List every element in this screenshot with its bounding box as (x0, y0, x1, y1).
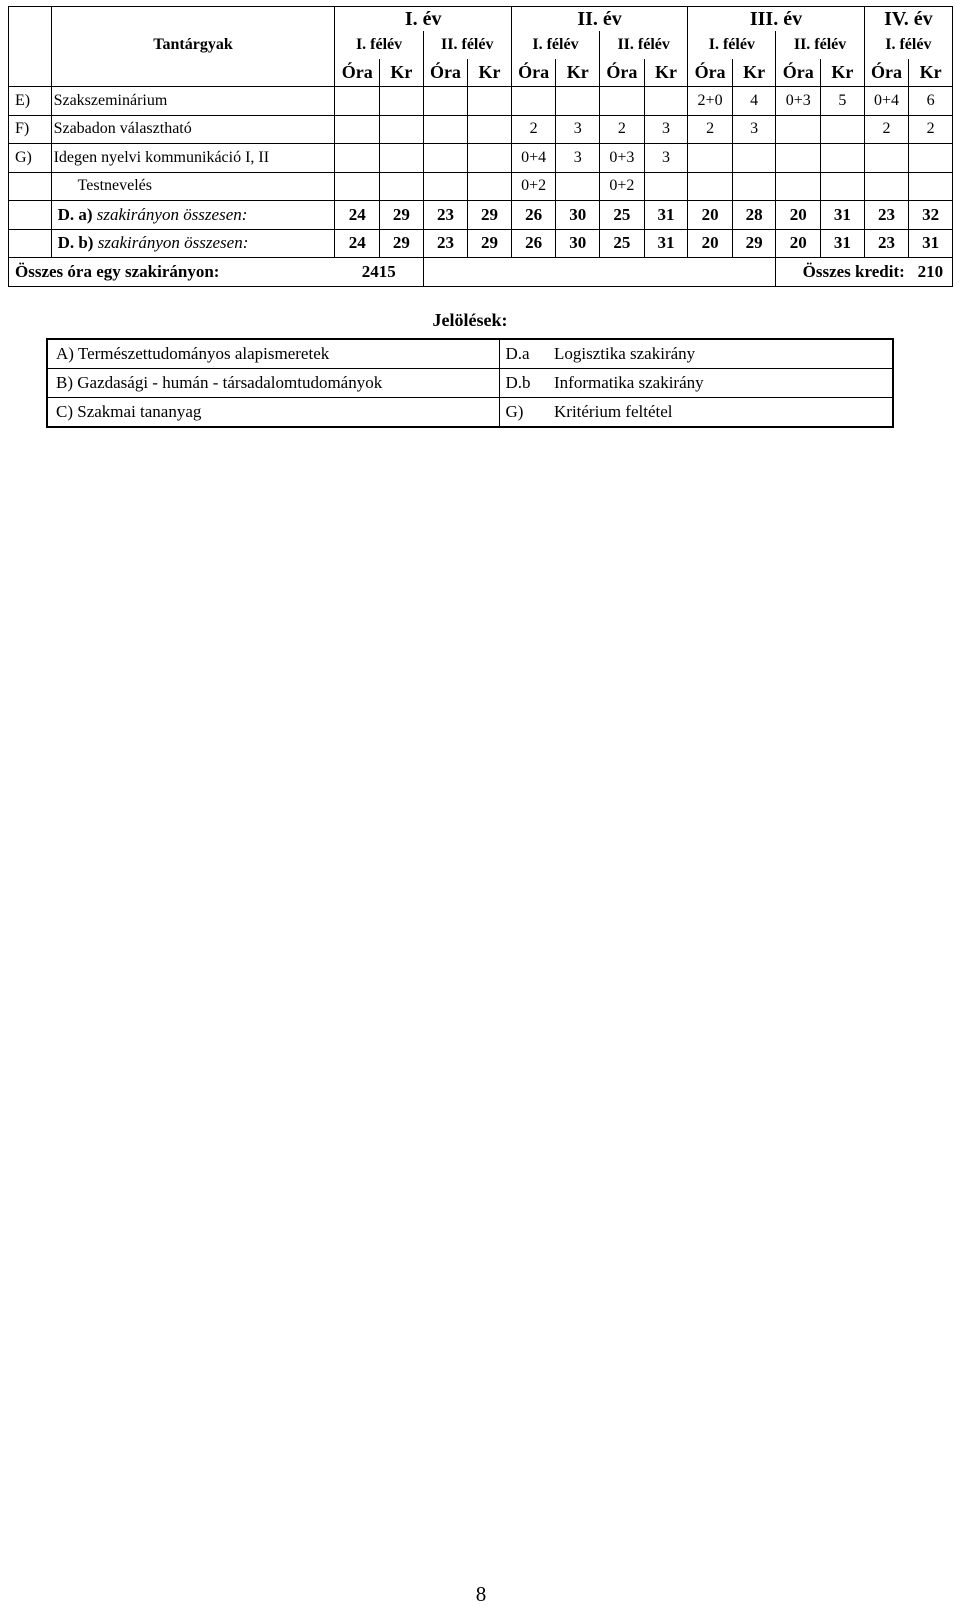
curriculum-table (8, 6, 953, 287)
sum-value-cell: 29 (732, 229, 776, 258)
sum-value-cell: 29 (380, 229, 424, 258)
sum-value-cell: 24 (335, 229, 380, 258)
value-cell (556, 87, 600, 116)
sum-value-cell: 25 (600, 229, 645, 258)
value-cell (909, 172, 953, 201)
sum-value-cell: 24 (335, 201, 380, 230)
legend-row (47, 369, 893, 398)
sum-value-cell: 30 (556, 201, 600, 230)
value-cell: 3 (556, 115, 600, 144)
sum-value-cell: 31 (821, 201, 865, 230)
value-cell (556, 172, 600, 201)
value-cell: 3 (644, 115, 688, 144)
legend-code: D.b (499, 369, 554, 398)
total-hours-label: Összes óra egy szakirányon: (9, 258, 335, 287)
sum-value-cell: 23 (864, 229, 909, 258)
corner-cell (9, 7, 52, 87)
sum-value-cell: 29 (468, 201, 512, 230)
value-cell: 0+4 (864, 87, 909, 116)
total-credits-label: Összes kredit: (776, 258, 909, 287)
sum-value-cell: 20 (776, 201, 821, 230)
sum-value-cell: 23 (864, 201, 909, 230)
value-cell (864, 144, 909, 173)
value-cell: 0+2 (600, 172, 645, 201)
sum-value-cell: 31 (821, 229, 865, 258)
sum-value-cell: 20 (688, 229, 733, 258)
legend-table (46, 338, 894, 428)
value-cell (821, 172, 865, 201)
subject-code: E) (9, 87, 52, 116)
subjects-header: Tantárgyak (51, 31, 335, 59)
sum-value-cell: 29 (380, 201, 424, 230)
value-cell (380, 144, 424, 173)
value-cell: 2 (600, 115, 645, 144)
value-cell (468, 172, 512, 201)
unit-header-row (9, 59, 953, 87)
semester-header: I. félév (511, 31, 599, 59)
value-cell (644, 87, 688, 116)
unit-header-kr: Kr (732, 59, 776, 87)
sum-value-cell: 32 (909, 201, 953, 230)
legend-code: G) (505, 402, 524, 421)
subject-name: Idegen nyelvi kommunikáció I, II (51, 144, 335, 173)
sum-prefix: D. b) (57, 233, 94, 253)
subject-row (9, 115, 953, 144)
sum-label-cell (51, 229, 335, 258)
sum-value-cell: 29 (468, 229, 512, 258)
sum-value-cell: 26 (511, 229, 556, 258)
value-cell (644, 172, 688, 201)
subject-name: Testnevelés (51, 172, 335, 201)
totals-spacer (423, 258, 776, 287)
unit-header-kr: Kr (468, 59, 512, 87)
year-header: I. év (335, 7, 511, 32)
legend-category: B) Gazdasági - humán - társadalomtudományok (47, 369, 499, 398)
legend-code: D.a (499, 339, 554, 369)
value-cell (688, 144, 733, 173)
sum-value-cell: 26 (511, 201, 556, 230)
semester-header: II. félév (776, 31, 864, 59)
value-cell (335, 172, 380, 201)
year-header: II. év (511, 7, 687, 32)
value-cell (864, 172, 909, 201)
sum-prefix: D. a) (57, 204, 93, 224)
legend-description: Informatika szakirány (554, 369, 893, 398)
value-cell (732, 144, 776, 173)
value-cell (380, 172, 424, 201)
value-cell: 2 (688, 115, 733, 144)
year-header-row (9, 7, 953, 32)
subject-name: Szabadon választható (51, 115, 335, 144)
value-cell: 2 (864, 115, 909, 144)
year-header: III. év (688, 7, 864, 32)
unit-header-ora: Óra (864, 59, 909, 87)
legend-category: A) Természettudományos alapismeretek (47, 339, 499, 369)
legend-row (47, 339, 893, 369)
sum-value-cell: 28 (732, 201, 776, 230)
sum-value-cell: 31 (644, 201, 688, 230)
unit-header-ora: Óra (600, 59, 645, 87)
sum-value-cell: 23 (423, 201, 468, 230)
subject-row (9, 87, 953, 116)
unit-header-kr: Kr (644, 59, 688, 87)
value-cell (511, 87, 556, 116)
value-cell (909, 144, 953, 173)
semester-header: II. félév (423, 31, 511, 59)
legend-category: C) Szakmai tananyag (47, 398, 499, 428)
value-cell (335, 144, 380, 173)
sum-row (9, 229, 953, 258)
unit-header-ora: Óra (688, 59, 733, 87)
unit-header-kr: Kr (380, 59, 424, 87)
totals-row (9, 258, 953, 287)
value-cell: 3 (644, 144, 688, 173)
sum-value-cell: 30 (556, 229, 600, 258)
unit-header-kr: Kr (556, 59, 600, 87)
unit-header-ora: Óra (335, 59, 380, 87)
value-cell (423, 172, 468, 201)
value-cell (468, 115, 512, 144)
value-cell (821, 144, 865, 173)
subject-code (9, 172, 52, 201)
value-cell (600, 87, 645, 116)
unit-header-ora: Óra (511, 59, 556, 87)
legend-description: Kritérium feltétel (554, 402, 673, 421)
value-cell (776, 144, 821, 173)
subject-name: Szakszeminárium (51, 87, 335, 116)
value-cell: 2+0 (688, 87, 733, 116)
semester-header: I. félév (864, 31, 952, 59)
unit-header-kr: Kr (909, 59, 953, 87)
value-cell: 4 (732, 87, 776, 116)
value-cell: 3 (556, 144, 600, 173)
value-cell: 5 (821, 87, 865, 116)
value-cell: 0+2 (511, 172, 556, 201)
subject-code: F) (9, 115, 52, 144)
value-cell (423, 144, 468, 173)
sum-row (9, 201, 953, 230)
sum-value-cell: 23 (423, 229, 468, 258)
sum-label-cell (51, 201, 335, 230)
subjects-header-bottom (51, 59, 335, 87)
total-hours-value: 2415 (335, 258, 423, 287)
sum-code-cell (9, 229, 52, 258)
sum-code-cell (9, 201, 52, 230)
value-cell (335, 87, 380, 116)
subject-row (9, 172, 953, 201)
sum-label: szakirányon összesen: (96, 204, 248, 224)
unit-header-ora: Óra (423, 59, 468, 87)
sum-value-cell: 20 (688, 201, 733, 230)
sum-label: szakirányon összesen: (97, 233, 249, 253)
semester-header: II. félév (600, 31, 688, 59)
sum-value-cell: 25 (600, 201, 645, 230)
legend-description: Logisztika szakirány (554, 339, 893, 369)
legend-title: Jelölések: (432, 310, 508, 330)
value-cell: 3 (732, 115, 776, 144)
value-cell (380, 115, 424, 144)
value-cell (335, 115, 380, 144)
value-cell: 2 (909, 115, 953, 144)
subject-code: G) (9, 144, 52, 173)
value-cell (732, 172, 776, 201)
value-cell (776, 115, 821, 144)
sum-value-cell: 31 (644, 229, 688, 258)
unit-header-ora: Óra (776, 59, 821, 87)
value-cell (468, 144, 512, 173)
value-cell (423, 87, 468, 116)
value-cell: 0+3 (776, 87, 821, 116)
value-cell: 0+4 (511, 144, 556, 173)
semester-header-row (9, 31, 953, 59)
sum-value-cell: 31 (909, 229, 953, 258)
value-cell (776, 172, 821, 201)
subjects-header-top (51, 7, 335, 32)
value-cell (821, 115, 865, 144)
semester-header: I. félév (688, 31, 776, 59)
value-cell (380, 87, 424, 116)
value-cell (423, 115, 468, 144)
value-cell: 2 (511, 115, 556, 144)
sum-value-cell: 20 (776, 229, 821, 258)
value-cell (468, 87, 512, 116)
value-cell: 6 (909, 87, 953, 116)
total-credits-value: 210 (909, 258, 953, 287)
unit-header-kr: Kr (821, 59, 865, 87)
year-header: IV. év (864, 7, 952, 32)
legend-row (47, 398, 893, 428)
page-number: 8 (475, 1582, 487, 1606)
subject-row (9, 144, 953, 173)
value-cell (688, 172, 733, 201)
semester-header: I. félév (335, 31, 423, 59)
value-cell: 0+3 (600, 144, 645, 173)
